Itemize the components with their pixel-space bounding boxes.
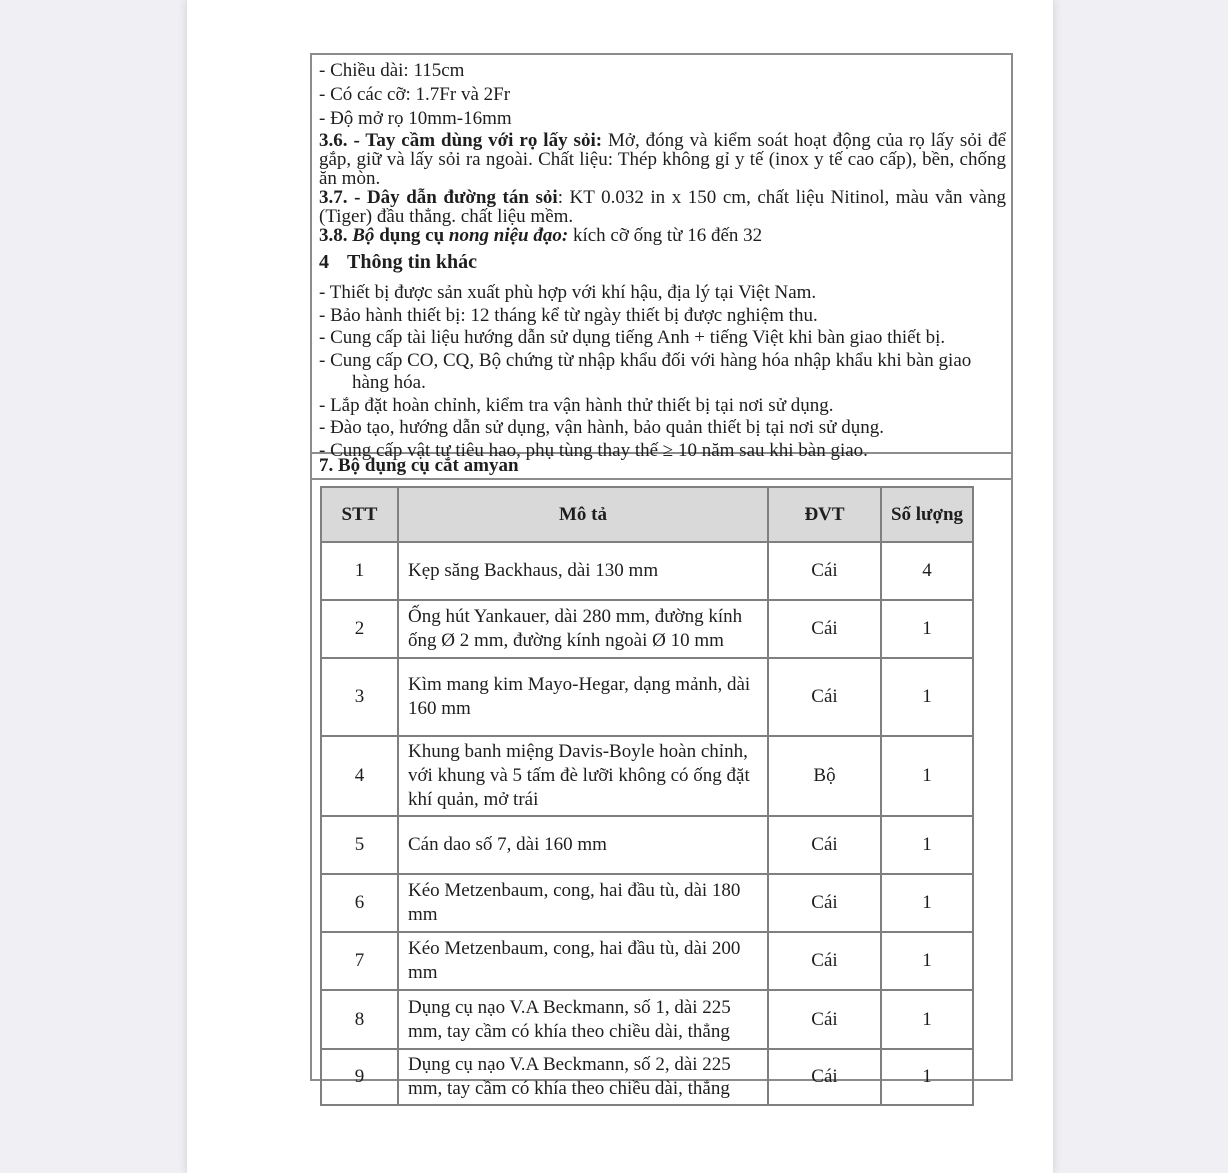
cell-soluong: 1 — [881, 600, 973, 658]
table-section — [312, 486, 1011, 1099]
cell-mota: Dụng cụ nạo V.A Beckmann, số 2, dài 225 mm, tay cầm có khía theo chiều dài, thẳng — [398, 1049, 768, 1105]
para-3-7-text: : KT 0.032 in x 150 cm, chất liệu Nitinol, màu vằn vàng (Tiger) đầu thẳng. chất liệu mềm. — [319, 187, 1006, 227]
cell-dvt: Bộ — [768, 736, 881, 816]
cell-dvt: Cái — [768, 932, 881, 990]
spec-bullet-line: - Độ mở rọ 10mm-16mm — [319, 108, 512, 129]
table-row — [321, 600, 973, 658]
cell-stt: 8 — [321, 990, 398, 1049]
other-info-list — [319, 282, 1006, 462]
table-header-row — [321, 487, 973, 542]
cell-stt: 9 — [321, 1049, 398, 1105]
spec-bullet-list — [319, 59, 1006, 131]
table-row — [321, 932, 973, 990]
cell-stt: 1 — [321, 542, 398, 600]
para-3-8 — [319, 226, 1006, 246]
cell-stt: 4 — [321, 736, 398, 816]
header-stt: STT — [321, 487, 398, 542]
table-row — [321, 990, 973, 1049]
spec-bullet-line: - Chiều dài: 115cm — [319, 60, 465, 81]
cell-mota: Dụng cụ nạo V.A Beckmann, số 1, dài 225 mm, tay cầm có khía theo chiều dài, thẳng — [398, 990, 768, 1049]
cell-dvt: Cái — [768, 816, 881, 874]
table-row — [321, 874, 973, 932]
spec-text-section — [312, 55, 1011, 461]
cell-soluong: 1 — [881, 932, 973, 990]
table-row — [321, 816, 973, 874]
other-info-bullet: - Cung cấp vật tư tiêu hao, phụ tùng thay thế ≥ 10 năm sau khi bàn giao. — [319, 439, 868, 461]
para-3-8-title-bold: dụng cụ — [379, 225, 449, 246]
para-3-7-label: 3.7. - Dây dẫn đường tán sỏi — [319, 187, 558, 208]
cell-soluong: 1 — [881, 816, 973, 874]
other-info-bullet: - Đào tạo, hướng dẫn sử dụng, vận hành, bảo quản thiết bị tại nơi sử dụng. — [319, 417, 884, 438]
cell-stt: 7 — [321, 932, 398, 990]
spec-bullet-line: - Có các cỡ: 1.7Fr và 2Fr — [319, 84, 511, 105]
cell-dvt: Cái — [768, 600, 881, 658]
cell-mota: Kéo Metzenbaum, cong, hai đầu tù, dài 200 mm — [398, 932, 768, 990]
other-info-bullet: - Bảo hành thiết bị: 12 tháng kể từ ngày thiết bị được nghiệm thu. — [319, 304, 818, 326]
cell-soluong: 1 — [881, 874, 973, 932]
para-3-6 — [319, 131, 1006, 188]
heading-other-info — [319, 251, 1006, 274]
cell-dvt: Cái — [768, 874, 881, 932]
table-row — [321, 658, 973, 736]
content-box — [310, 53, 1013, 1099]
other-info-bullet: - Lắp đặt hoàn chỉnh, kiểm tra vận hành thử thiết bị tại nơi sử dụng. — [319, 394, 834, 416]
para-3-8-text: kích cỡ ống từ 16 đến 32 — [568, 225, 763, 246]
cell-dvt: Cái — [768, 658, 881, 736]
cell-soluong: 1 — [881, 736, 973, 816]
cell-dvt: Cái — [768, 1049, 881, 1105]
cell-stt: 2 — [321, 600, 398, 658]
cell-mota: Ống hút Yankauer, dài 280 mm, đường kính ống Ø 2 mm, đường kính ngoài Ø 10 mm — [398, 600, 768, 658]
heading-other-info-number: 4 — [319, 251, 329, 273]
cell-mota: Kéo Metzenbaum, cong, hai đầu tù, dài 180 mm — [398, 874, 768, 932]
cell-dvt: Cái — [768, 542, 881, 600]
table-row — [321, 1049, 973, 1105]
cell-stt: 5 — [321, 816, 398, 874]
header-soluong: Số lượng — [881, 487, 973, 542]
other-info-bullet: - Cung cấp CO, CQ, Bộ chứng từ nhập khẩu đối với hàng hóa nhập khẩu khi bàn giao hàng hóa. — [319, 349, 972, 393]
para-3-7 — [319, 188, 1006, 226]
document-page — [187, 0, 1053, 1173]
para-3-6-text: Mở, đóng và kiểm soát hoạt động của rọ lấy sỏi để gắp, giữ và lấy sỏi ra ngoài. Chất liệu: Thép không gỉ y tế (inox y tế cao cấp), bền, chống ăn mòn. — [319, 130, 1007, 189]
para-3-8-number: 3.8. — [319, 225, 353, 246]
header-mota: Mô tả — [398, 487, 768, 542]
cell-soluong: 4 — [881, 542, 973, 600]
cell-mota: Cán dao số 7, dài 160 mm — [398, 816, 768, 874]
cell-soluong: 1 — [881, 658, 973, 736]
cell-stt: 6 — [321, 874, 398, 932]
cell-mota: Khung banh miệng Davis-Boyle hoàn chỉnh, với khung và 5 tấm đè lưỡi không có ống đặt khí quản, mở trái — [398, 736, 768, 816]
equipment-table — [320, 486, 974, 1106]
cell-soluong: 1 — [881, 990, 973, 1049]
table-row — [321, 736, 973, 816]
other-info-bullet: - Cung cấp tài liệu hướng dẫn sử dụng tiếng Anh + tiếng Việt khi bàn giao thiết bị. — [319, 327, 946, 348]
other-info-bullet: - Thiết bị được sản xuất phù hợp với khí hậu, địa lý tại Việt Nam. — [319, 282, 817, 303]
table-row — [321, 542, 973, 600]
cell-soluong: 1 — [881, 1049, 973, 1105]
cell-stt: 3 — [321, 658, 398, 736]
section-7-title: 7. Bộ dụng cụ cắt amyan — [319, 455, 519, 476]
cell-mota: Kẹp săng Backhaus, dài 130 mm — [398, 542, 768, 600]
heading-other-info-title: Thông tin khác — [347, 251, 478, 273]
cell-dvt: Cái — [768, 990, 881, 1049]
para-3-8-title-italic-2: nong niệu đạo: — [448, 225, 569, 246]
header-dvt: ĐVT — [768, 487, 881, 542]
para-3-6-label: 3.6. - Tay cầm dùng với rọ lấy sỏi: — [319, 130, 603, 151]
cell-mota: Kìm mang kim Mayo-Hegar, dạng mảnh, dài 160 mm — [398, 658, 768, 736]
para-3-8-title-italic-1: Bộ — [352, 225, 380, 246]
